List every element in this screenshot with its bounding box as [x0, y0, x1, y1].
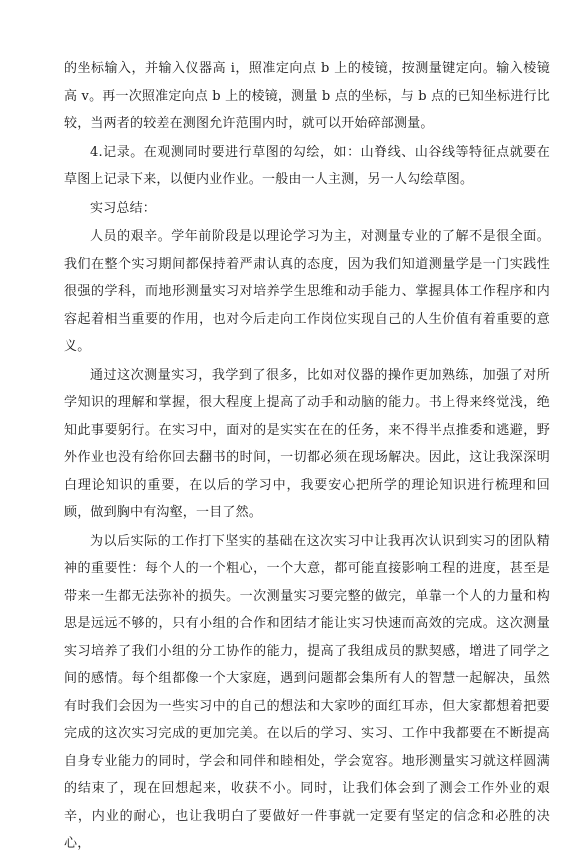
section-heading-summary: 实习总结： — [90, 200, 157, 216]
paragraph-summary-1: 人员的艰辛。学年前阶段是以理论学习为主，对测量专业的了解不是很全面。我们在整个实习期间都保持着严肃认真的态度，因为我们知道测量学是一门实践性很强的学科，而地形测量实习对培养学生思维和动手能力、掌握具体工作程序和内容起着相当重要的作用，也对今后走向工作岗位实现自己的人生价值有着重要的意义。 — [64, 229, 550, 354]
paragraph-summary-2: 通过这次测量实习，我学到了很多，比如对仪器的操作更加熟练，加强了对所学知识的理解和掌握，很大程度上提高了动手和动脑的能力。书上得来终觉浅，绝知此事要躬行。在实习中，面对的是实实在在的任务，来不得半点推委和逃避，野外作业也没有给你回去翻书的时间，一切都必须在现场解决。因此，这让我深深明白理论知识的重要，在以后的学习中，我要安心把所学的理论知识进行梳理和回顾，做到胸中有沟壑，一目了然。 — [64, 367, 550, 520]
paragraph-continued-setup: 的坐标输入，并输入仪器高 i，照准定向点 b 上的棱镜，按测量键定向。输入棱镜高 v。再一次照准定向点 b 上的棱镜，测量 b 点的坐标，与 b 点的已知坐标进行比较，当两者的较差在测图允许范围内时，就可以开始碎部测量。 — [64, 61, 550, 131]
paragraph-summary-3: 为以后实际的工作打下坚实的基础在这次实习中让我再次认识到实习的团队精神的重要性：每个人的一个粗心，一个大意，都可能直接影响工程的进度，甚至是带来一生都无法弥补的损失。一次测量实习要完整的做完，单靠一个人的力量和构思是远远不够的，只有小组的合作和团结才能让实习快速而高效的完成。这次测量实习培养了我们小组的分工协作的能力，提高了我组成员的默契感，增进了同学之间的感情。每个组都像一个大家庭，遇到问题都会集所有人的智慧一起解决，虽然有时我们会因为一些实习中的自己的想法和大家吵的面红耳赤，但大家都想着把要完成的这次实习完成的更加完美。在以后的学习、实习、工作中我都要在不断提高自身专业能力的同时，学会和同伴和睦相处，学会宽容。地形测量实习就这样圆满的结束了，现在回想起来，收获不小。同时，让我们体会到了测会工作外业的艰辛，内业的耐心，也让我明白了要做好一件事就一定要有坚定的信念和必胜的决心， — [64, 533, 550, 851]
document-page — [64, 55, 550, 858]
paragraph-recording-step: 4.记录。在观测同时要进行草图的勾绘，如：山脊线、山谷线等特征点就要在草图上记录下来，以便内业作业。一般由一人主测，另一人勾绘草图。 — [64, 144, 550, 187]
